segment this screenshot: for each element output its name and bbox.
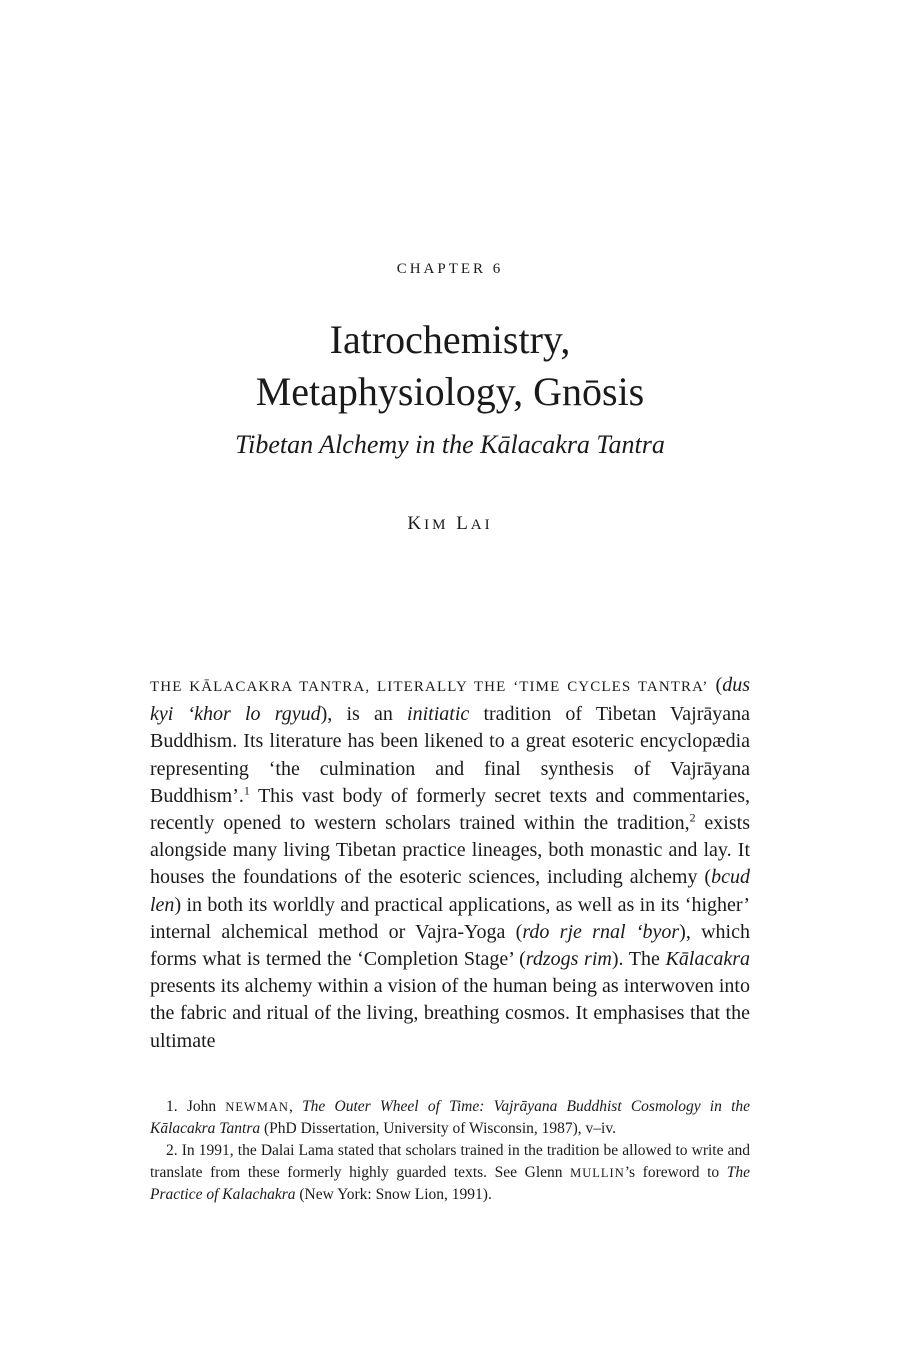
body-text: exists alongside many living Tibetan practice lineages, both monastic and lay. It houses the foundations of the esoteric sciences, including alchemy ( [150,812,750,889]
footnote-1 [150,1096,750,1140]
author-surname: MULLIN [570,1166,625,1180]
footnote-2 [150,1140,750,1206]
body-text: ). The [611,948,666,971]
body-text: ), is an [320,703,408,726]
work-title: The Practice of Kalachakra [150,1164,751,1203]
author-last-initial: L [456,513,471,534]
author-surname: NEWMAN [225,1100,289,1114]
body-text: This vast body of formerly secret texts and commentaries, recently opened to western scholars trained within the tradition, [150,784,750,835]
author-first-rest: IM [424,517,449,533]
body-text: ), which forms what is termed the ‘Completion Stage’ ( [150,920,750,971]
footnote-ref-1[interactable]: 1 [243,783,250,798]
footnote-ref-2[interactable]: 2 [689,810,696,825]
body-text: presents its alchemy within a vision of the human being as interwoven into the fabric and ritual of the living, breathing cosmos. It emphasises that the ultimate [150,975,750,1052]
tibetan-term: rdo rje rnal ‘byor [522,920,680,943]
work-title: Kālacakra [665,948,750,971]
chapter-subtitle: Tibetan Alchemy in the Kālacakra Tantra [235,430,665,459]
author-first-initial: K [407,513,425,534]
footnotes [150,1096,750,1206]
body-text: ) in both its worldly and practical applications, as well as in its ‘higher’ internal alchemical method or Vajra-Yoga ( [150,893,750,943]
footnote-text: John [177,1098,226,1115]
footnote-text: (PhD Dissertation, University of Wisconsin, 1987), v–iv. [260,1120,616,1137]
author-name [0,513,900,535]
footnote-number: 1. [166,1098,178,1115]
footnote-text: (New York: Snow Lion, 1991). [295,1186,492,1203]
chapter-title [0,314,900,418]
footnote-text: In 1991, the Dalai Lama stated that scholars trained in the tradition be allowed to write and translate from these formerly highly guarded texts. See Glenn [150,1142,750,1181]
tibetan-term: bcud len [150,866,750,916]
emphasis-text: initiatic [407,703,470,726]
body-text: ( [708,674,723,696]
footnote-text: ’s foreword to [624,1164,727,1181]
work-title: The Outer Wheel of Time: Vajrāyana Buddhist Cosmology in the Kālacakra Tantra [150,1098,751,1137]
chapter-title-line-1: Iatrochemistry, [329,317,571,362]
footnote-number: 2. [166,1142,178,1159]
tibetan-term: rdzogs rim [525,948,612,971]
opening-small-caps: THE KĀLACAKRA TANTRA, LITERALLY THE ‘TIME CYCLES TANTRA’ [150,679,709,695]
chapter-label: CHAPTER 6 [396,261,504,277]
chapter-title-line-2: Metaphysiology, Gnōsis [255,369,645,414]
author-last-rest: AI [470,517,493,533]
body-paragraph [150,672,750,1055]
footnote-text: , [288,1098,303,1115]
body-text: tradition of Tibetan Vajrāyana Buddhism. Its literature has been likened to a great esoteric encyclopædia representing ‘the culmination and final synthesis of Vajrāyana Buddhism’. [150,703,750,807]
tibetan-term: dus kyi ‘khor lo rgyud [150,674,750,726]
